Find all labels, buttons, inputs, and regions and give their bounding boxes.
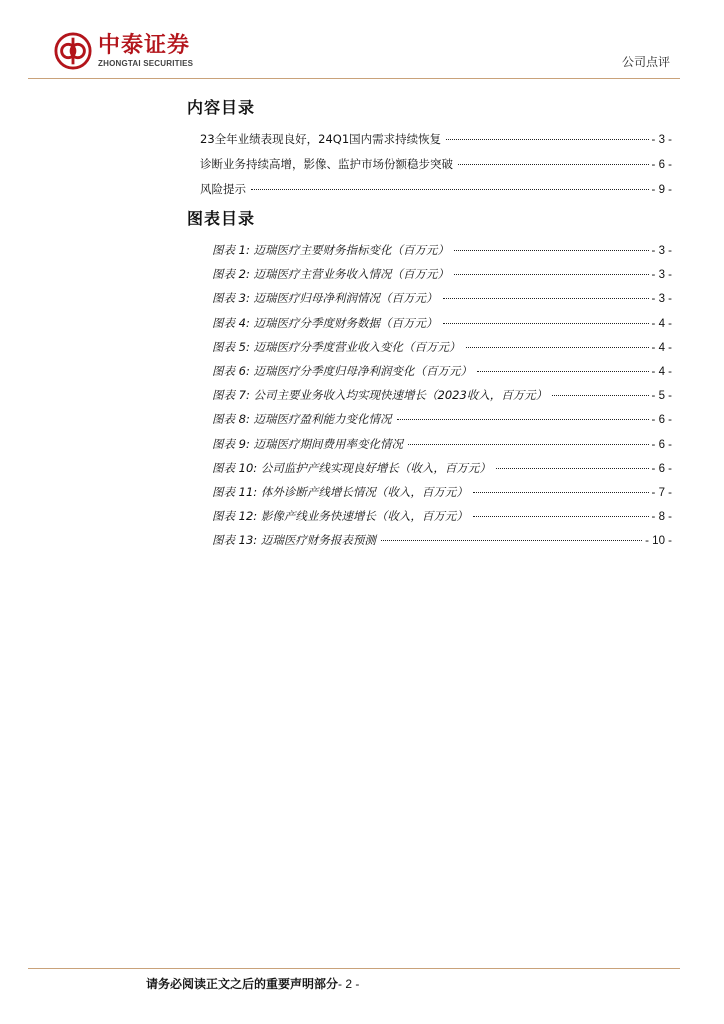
dot-leader: [466, 347, 649, 348]
dot-leader: [443, 323, 649, 324]
figure-entry[interactable]: [212, 242, 672, 258]
zhongtai-logo-icon: [54, 32, 92, 70]
entry-page-number: - 6 -: [651, 414, 672, 427]
dot-leader: [446, 139, 648, 140]
entry-label: 图表 13: 迈瑞医疗财务报表预测: [212, 533, 376, 548]
contents-entry[interactable]: [200, 131, 672, 147]
header-divider: [28, 78, 680, 79]
document-type: 公司点评: [621, 55, 670, 69]
contents-title: 内容目录: [187, 98, 256, 117]
entry-page-number: - 3 -: [651, 269, 672, 282]
logo-chinese-name: 中泰证券: [98, 32, 191, 58]
dot-leader: [458, 164, 649, 165]
footer-notice: 请务必阅读正文之后的重要声明部分: [146, 977, 339, 991]
figure-entry[interactable]: [212, 315, 672, 331]
dot-leader: [454, 250, 649, 251]
entry-label: 图表 3: 迈瑞医疗归母净利润情况（百万元）: [212, 291, 438, 306]
figure-entry[interactable]: [212, 484, 672, 500]
dot-leader: [496, 468, 649, 469]
dot-leader: [477, 371, 649, 372]
page-footer: [146, 975, 359, 992]
entry-label: 图表 5: 迈瑞医疗分季度营业收入变化（百万元）: [212, 339, 461, 354]
figure-entry[interactable]: [212, 508, 672, 524]
entry-page-number: - 6 -: [651, 462, 672, 475]
dot-leader: [473, 492, 649, 493]
contents-entry[interactable]: [200, 181, 672, 197]
figure-entry[interactable]: [212, 363, 672, 379]
company-logo: [54, 30, 193, 72]
footer-page-number: - 2 -: [338, 977, 360, 991]
figure-entry[interactable]: [212, 266, 672, 282]
dot-leader: [473, 516, 649, 517]
entry-page-number: - 3 -: [651, 293, 672, 306]
entry-label: 图表 8: 迈瑞医疗盈利能力变化情况: [212, 412, 392, 427]
entry-page-number: - 8 -: [651, 511, 672, 524]
logo-english-name: ZHONGTAI SECURITIES: [98, 58, 194, 68]
contents-entry[interactable]: [200, 156, 672, 172]
dot-leader: [408, 444, 649, 445]
dot-leader: [381, 540, 642, 541]
entry-page-number: - 9 -: [651, 184, 672, 196]
figure-entry[interactable]: [212, 411, 672, 427]
entry-page-number: - 3 -: [651, 134, 672, 146]
entry-label: 图表 2: 迈瑞医疗主营业务收入情况（百万元）: [212, 267, 449, 282]
figure-entry[interactable]: [212, 532, 672, 548]
figure-entry[interactable]: [212, 436, 672, 452]
entry-page-number: - 3 -: [651, 245, 672, 257]
entry-label: 图表 11: 体外诊断产线增长情况（收入，百万元）: [212, 485, 468, 499]
entry-label: 图表 4: 迈瑞医疗分季度财务数据（百万元）: [212, 315, 438, 330]
entry-label: 23全年业绩表现良好，24Q1国内需求持续恢复: [200, 132, 442, 146]
entry-page-number: - 4 -: [651, 341, 672, 354]
entry-page-number: - 10 -: [645, 535, 672, 548]
figure-entry[interactable]: [212, 290, 672, 306]
entry-page-number: - 6 -: [651, 438, 672, 451]
dot-leader: [443, 298, 649, 299]
entry-label: 图表 1: 迈瑞医疗主要财务指标变化（百万元）: [212, 243, 449, 257]
footer-divider: [28, 968, 680, 969]
entry-page-number: - 5 -: [651, 390, 672, 403]
figure-entry[interactable]: [212, 387, 672, 403]
entry-label: 图表 12: 影像产线业务快速增长（收入，百万元）: [212, 509, 468, 524]
entry-label: 风险提示: [200, 182, 246, 196]
entry-label: 图表 9: 迈瑞医疗期间费用率变化情况: [212, 436, 404, 451]
entry-page-number: - 4 -: [651, 317, 672, 330]
entry-label: 图表 6: 迈瑞医疗分季度归母净利润变化（百万元）: [212, 364, 472, 378]
entry-label: 诊断业务持续高增，影像、监护市场份额稳步突破: [200, 157, 453, 171]
entry-page-number: - 6 -: [651, 159, 672, 171]
figure-entry[interactable]: [212, 339, 672, 355]
page-header: [0, 0, 724, 84]
entry-label: 图表 10: 公司监护产线实现良好增长（收入，百万元）: [212, 460, 491, 475]
dot-leader: [251, 189, 649, 190]
dot-leader: [454, 274, 649, 275]
figure-entry[interactable]: [212, 460, 672, 476]
dot-leader: [397, 419, 649, 420]
entry-page-number: - 7 -: [651, 487, 672, 499]
entry-label: 图表 7: 公司主要业务收入均实现快速增长（2023收入，百万元）: [212, 388, 548, 403]
entry-page-number: - 4 -: [651, 366, 672, 378]
figures-title: 图表目录: [187, 209, 256, 228]
dot-leader: [552, 395, 648, 396]
